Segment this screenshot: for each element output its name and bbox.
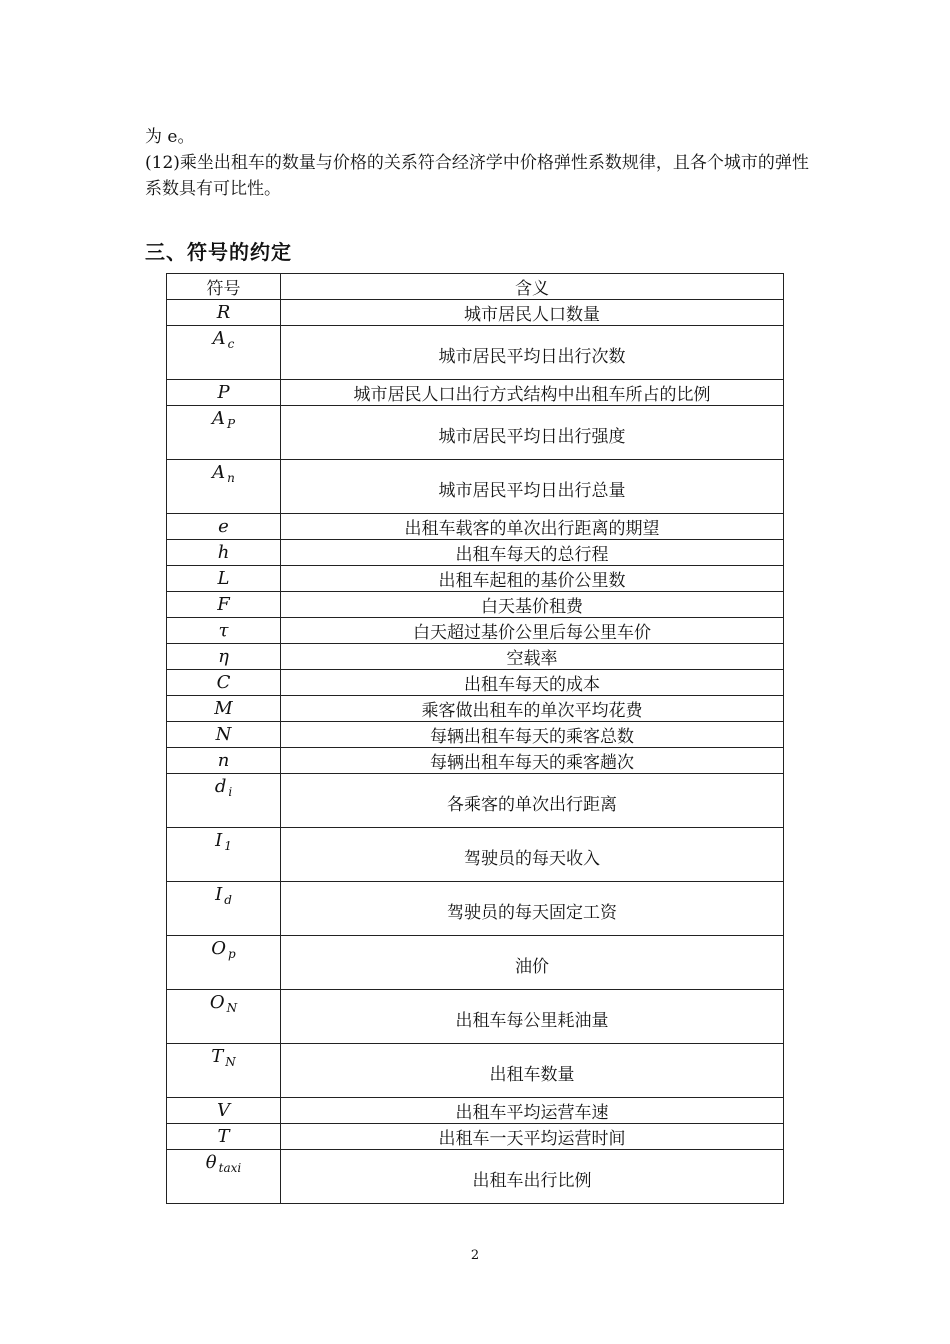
symbol-subscript: p xyxy=(228,947,236,961)
symbol-cell xyxy=(167,936,281,990)
meaning-cell: 油价 xyxy=(281,936,784,990)
table-row xyxy=(167,1044,784,1098)
meaning-cell: 城市居民平均日出行次数 xyxy=(281,326,784,380)
symbol-cell xyxy=(167,1044,281,1098)
header-meaning: 含义 xyxy=(281,274,784,300)
table-row xyxy=(167,828,784,882)
meaning-cell: 城市居民平均日出行强度 xyxy=(281,406,784,460)
symbol-main: M xyxy=(214,698,233,719)
symbol-cell xyxy=(167,592,281,618)
symbol-main: I xyxy=(215,830,223,851)
symbol-subscript: c xyxy=(227,337,235,351)
table-row xyxy=(167,592,784,618)
symbol-cell xyxy=(167,1124,281,1150)
symbol-subscript: i xyxy=(228,785,233,799)
symbol-main: η xyxy=(218,646,229,667)
symbol-main: T xyxy=(211,1046,224,1067)
symbol-cell xyxy=(167,460,281,514)
symbol-cell xyxy=(167,380,281,406)
meaning-cell: 出租车数量 xyxy=(281,1044,784,1098)
meaning-cell: 各乘客的单次出行距离 xyxy=(281,774,784,828)
table-row xyxy=(167,300,784,326)
symbol-subscript: N xyxy=(226,1001,238,1015)
meaning-cell: 出租车载客的单次出行距离的期望 xyxy=(281,514,784,540)
meaning-cell: 每辆出租车每天的乘客总数 xyxy=(281,722,784,748)
symbol-cell xyxy=(167,748,281,774)
paragraph-continued: 为 e。 xyxy=(145,127,195,147)
page-number: 2 xyxy=(470,1248,480,1263)
symbol-cell xyxy=(167,644,281,670)
meaning-cell: 出租车每公里耗油量 xyxy=(281,990,784,1044)
paragraph-assumption-12: (12)乘坐出租车的数量与价格的关系符合经济学中价格弹性系数规律，且各个城市的弹性系数具有可比性。 xyxy=(145,153,809,199)
symbol-cell xyxy=(167,1150,281,1204)
table-row xyxy=(167,882,784,936)
table-row xyxy=(167,618,784,644)
table-row xyxy=(167,460,784,514)
meaning-cell: 出租车出行比例 xyxy=(281,1150,784,1204)
meaning-cell: 白天超过基价公里后每公里车价 xyxy=(281,618,784,644)
table-row xyxy=(167,406,784,460)
symbol-cell xyxy=(167,670,281,696)
meaning-cell: 每辆出租车每天的乘客趟次 xyxy=(281,748,784,774)
symbol-subscript: d xyxy=(224,893,232,907)
meaning-cell: 出租车起租的基价公里数 xyxy=(281,566,784,592)
symbol-cell xyxy=(167,406,281,460)
table-row xyxy=(167,696,784,722)
meaning-cell: 出租车每天的成本 xyxy=(281,670,784,696)
symbol-subscript: P xyxy=(226,417,236,431)
header-symbol: 符号 xyxy=(167,274,281,300)
table-row xyxy=(167,514,784,540)
symbol-cell xyxy=(167,774,281,828)
symbol-main: V xyxy=(217,1100,230,1121)
symbol-cell xyxy=(167,566,281,592)
table-row xyxy=(167,748,784,774)
table-row xyxy=(167,670,784,696)
meaning-cell: 白天基价租费 xyxy=(281,592,784,618)
symbol-subscript: taxi xyxy=(218,1161,242,1175)
symbol-cell xyxy=(167,326,281,380)
table-body xyxy=(167,300,784,1204)
table-row xyxy=(167,1150,784,1204)
meaning-cell: 出租车平均运营车速 xyxy=(281,1098,784,1124)
symbol-main: F xyxy=(217,594,230,615)
table-header-row xyxy=(167,274,784,300)
symbol-cell xyxy=(167,1098,281,1124)
section-heading: 三、符号的约定 xyxy=(145,240,292,264)
symbol-subscript: N xyxy=(225,1055,236,1069)
symbol-main: L xyxy=(217,568,230,589)
symbol-main: I xyxy=(215,884,223,905)
meaning-cell: 城市居民人口数量 xyxy=(281,300,784,326)
symbol-cell xyxy=(167,696,281,722)
symbol-main: A xyxy=(212,328,226,349)
meaning-cell: 驾驶员的每天固定工资 xyxy=(281,882,784,936)
table-row xyxy=(167,644,784,670)
symbol-main: P xyxy=(217,382,230,403)
symbol-table xyxy=(166,273,784,1204)
meaning-cell: 城市居民平均日出行总量 xyxy=(281,460,784,514)
table-row xyxy=(167,540,784,566)
symbol-main: θ xyxy=(205,1152,217,1173)
symbol-main: T xyxy=(217,1126,230,1147)
meaning-cell: 出租车每天的总行程 xyxy=(281,540,784,566)
symbol-main: n xyxy=(217,750,230,771)
symbol-main: C xyxy=(216,672,231,693)
meaning-cell: 城市居民人口出行方式结构中出租车所占的比例 xyxy=(281,380,784,406)
symbol-main: O xyxy=(209,992,225,1013)
symbol-main: d xyxy=(214,776,227,797)
table-row xyxy=(167,1098,784,1124)
symbol-main: A xyxy=(212,462,226,483)
table-row xyxy=(167,1124,784,1150)
symbol-cell xyxy=(167,990,281,1044)
symbol-subscript: n xyxy=(227,471,235,485)
symbol-subscript: 1 xyxy=(224,839,232,853)
symbol-main: N xyxy=(215,724,232,745)
symbol-cell xyxy=(167,618,281,644)
table-row xyxy=(167,566,784,592)
meaning-cell: 驾驶员的每天收入 xyxy=(281,828,784,882)
table-row xyxy=(167,380,784,406)
meaning-cell: 空载率 xyxy=(281,644,784,670)
table-row xyxy=(167,722,784,748)
meaning-cell: 出租车一天平均运营时间 xyxy=(281,1124,784,1150)
symbol-main: O xyxy=(211,938,227,959)
symbol-main: e xyxy=(218,516,229,537)
table-row xyxy=(167,936,784,990)
symbol-main: A xyxy=(211,408,225,429)
table-row xyxy=(167,774,784,828)
symbol-cell xyxy=(167,540,281,566)
symbol-cell xyxy=(167,828,281,882)
table-row xyxy=(167,990,784,1044)
symbol-cell xyxy=(167,514,281,540)
symbol-cell xyxy=(167,722,281,748)
meaning-cell: 乘客做出租车的单次平均花费 xyxy=(281,696,784,722)
symbol-cell xyxy=(167,882,281,936)
symbol-main: h xyxy=(217,542,230,563)
table-row xyxy=(167,326,784,380)
symbol-cell xyxy=(167,300,281,326)
symbol-main: R xyxy=(216,302,231,323)
symbol-main: τ xyxy=(218,620,229,641)
